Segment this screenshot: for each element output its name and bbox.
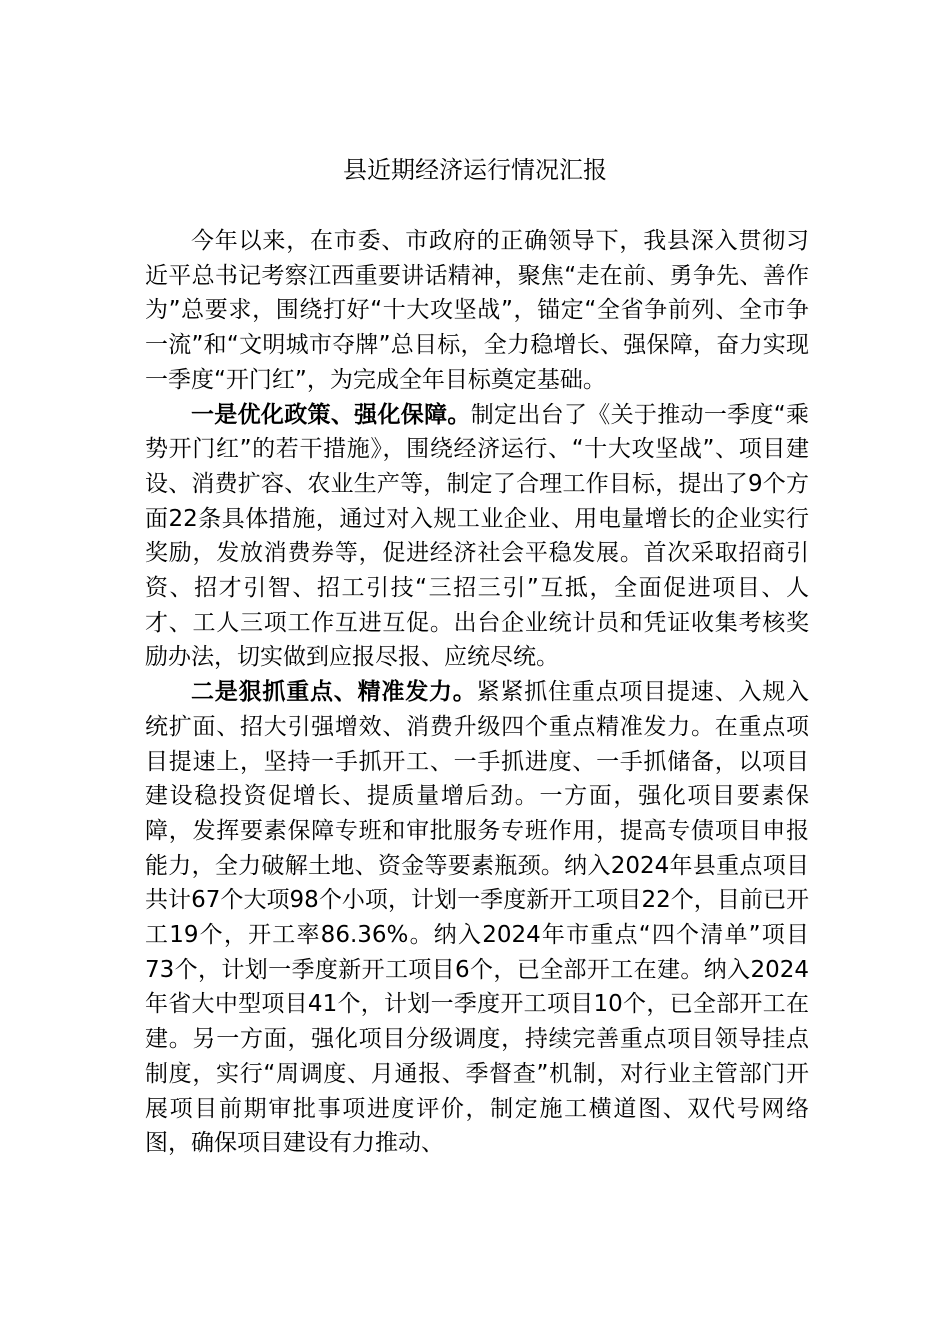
- paragraph-key-projects: [145, 675, 809, 1161]
- paragraph-text: 今年以来，在市委、市政府的正确领导下，我县深入贯彻习近平总书记考察江西重要讲话精神，聚焦“走在前、勇争先、善作为”总要求，围绕打好“十大攻坚战”，锚定“全省争前列、全市争一流”和“文明城市夺牌”总目标，全力稳增长、强保障，奋力实现一季度“开门红”，为完成全年目标奠定基础。: [145, 228, 809, 393]
- paragraph-policy: [145, 398, 809, 676]
- paragraph-lead: 一是优化政策、强化保障。: [191, 401, 471, 428]
- paragraph-text: 制定出台了《关于推动一季度“乘势开门红”的若干措施》，围绕经济运行、“十大攻坚战”、项目建设、消费扩容、农业生产等，制定了合理工作目标，提出了9个方面22条具体措施，通过对入规工业企业、用电量增长的企业实行奖励，发放消费券等，促进经济社会平稳发展。首次采取招商引资、招才引智、招工引技“三招三引”互抵，全面促进项目、人才、工人三项工作互进互促。出台企业统计员和凭证收集考核奖励办法，切实做到应报尽报、应统尽统。: [145, 401, 809, 671]
- paragraph-lead: 二是狠抓重点、精准发力。: [191, 679, 477, 706]
- document-body: [145, 224, 809, 1161]
- paragraph-intro: [145, 224, 809, 398]
- paragraph-text: 紧紧抓住重点项目提速、入规入统扩面、招大引强增效、消费升级四个重点精准发力。在重点项目提速上，坚持一手抓开工、一手抓进度、一手抓储备，以项目建设稳投资促增长、提质量增后劲。一方面，强化项目要素保障，发挥要素保障专班和审批服务专班作用，提高专债项目申报能力，全力破解土地、资金等要素瓶颈。纳入2024年县重点项目共计67个大项98个小项，计划一季度新开工项目22个，目前已开工19个，开工率86.36%。纳入2024年市重点“四个清单”项目73个，计划一季度新开工项目6个，已全部开工在建。纳入2024年省大中型项目41个，计划一季度开工项目10个，已全部开工在建。另一方面，强化项目分级调度，持续完善重点项目领导挂点制度，实行“周调度、月通报、季督查”机制，对行业主管部门开展项目前期审批事项进度评价，制定施工横道图、双代号网络图，确保项目建设有力推动、: [145, 679, 810, 1157]
- document-title: 县近期经济运行情况汇报: [343, 156, 607, 184]
